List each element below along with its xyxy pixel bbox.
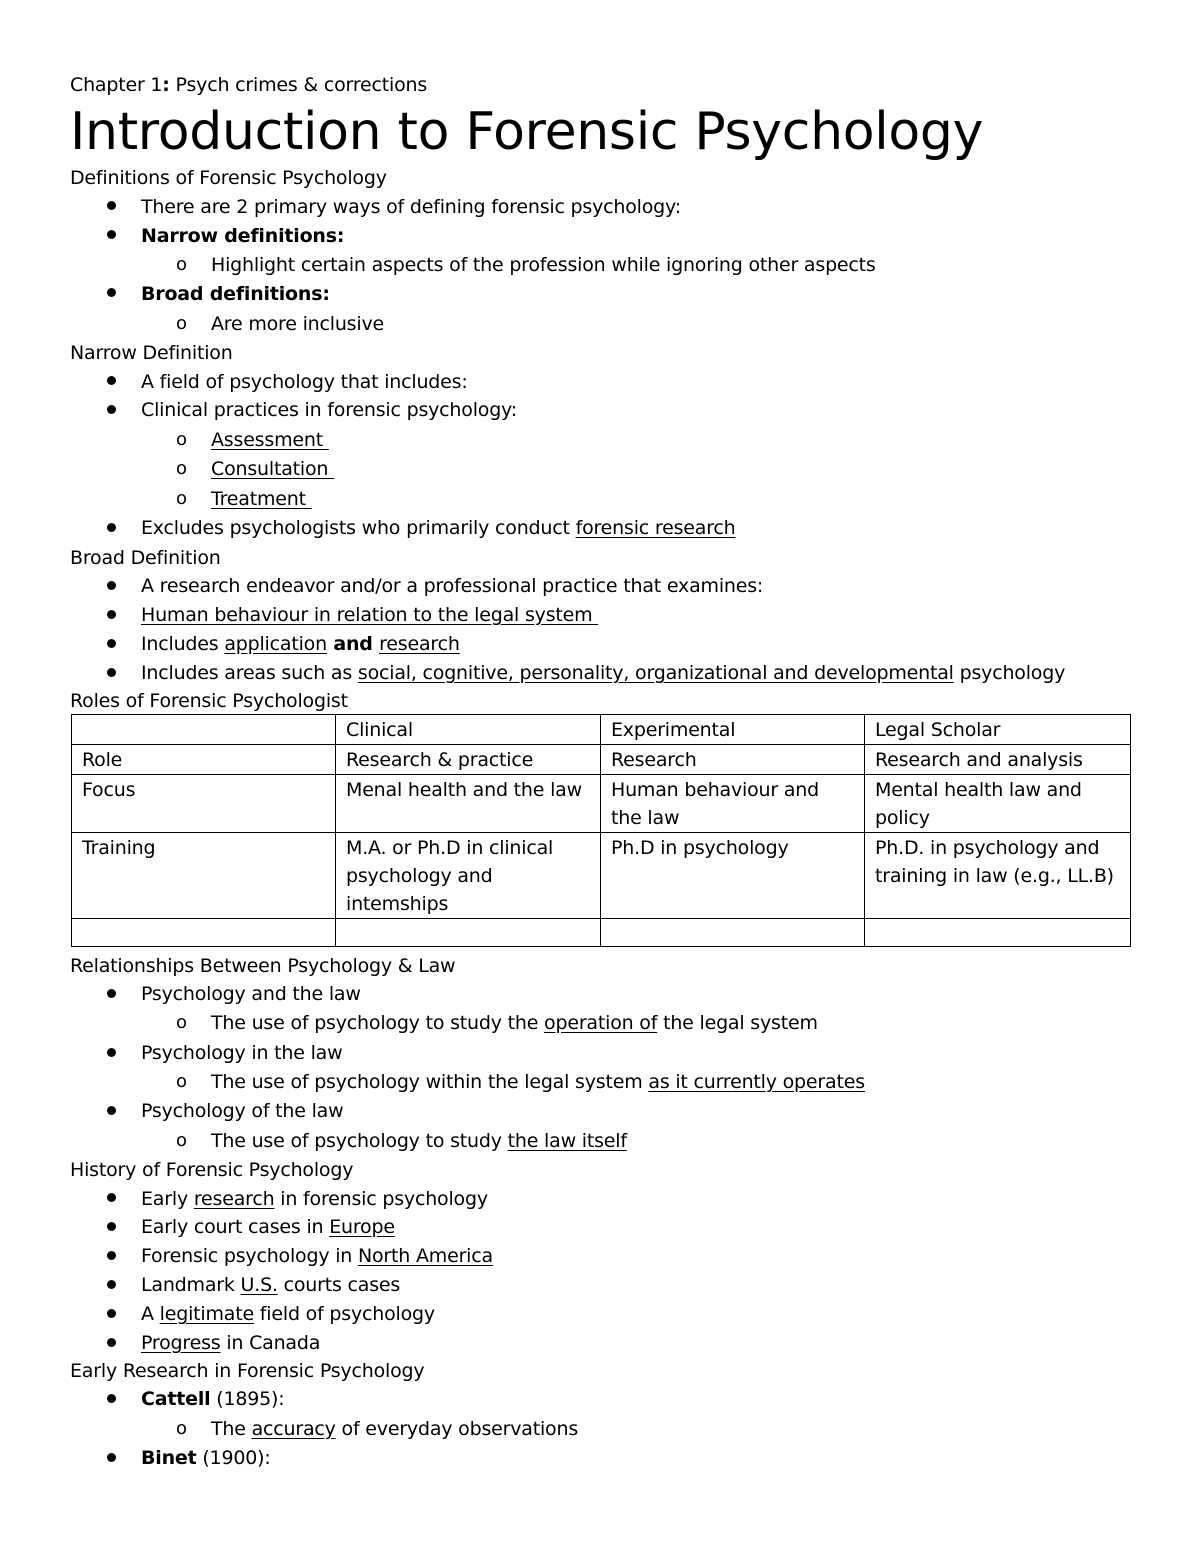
- bullet-icon: [107, 989, 116, 998]
- section-heading-early-research: Early Research in Forensic Psychology: [70, 1360, 425, 1382]
- list-item: Early court cases in Europe: [141, 1216, 395, 1238]
- table-cell: Focus: [72, 775, 336, 833]
- table-cell: [865, 919, 1131, 947]
- list-item: There are 2 primary ways of defining forensic psychology:: [141, 196, 681, 218]
- table-cell: Clinical: [336, 715, 601, 745]
- table-cell: Ph.D. in psychology and training in law (e.g., LL.B): [865, 833, 1131, 919]
- table-cell: Research: [601, 745, 865, 775]
- bullet-icon: [107, 523, 116, 532]
- sub-list-item: Consultation: [211, 458, 335, 480]
- table-cell: [72, 919, 336, 947]
- bullet-icon: [107, 1453, 116, 1462]
- bullet-icon: [107, 610, 116, 619]
- sub-list-item: Are more inclusive: [211, 313, 384, 335]
- page-title: Introduction to Forensic Psychology: [70, 102, 984, 162]
- list-item: A research endeavor and/or a professional practice that examines:: [141, 575, 764, 597]
- table-cell: [336, 919, 601, 947]
- list-item: Clinical practices in forensic psychology:: [141, 399, 517, 421]
- bullet-icon: [107, 1106, 116, 1115]
- table-cell: Research and analysis: [865, 745, 1131, 775]
- bullet-icon: [107, 1338, 116, 1347]
- list-item: Includes areas such as social, cognitive, personality, organizational and developmental psychology: [141, 662, 1066, 684]
- table-cell: Training: [72, 833, 336, 919]
- table-row: [72, 919, 1131, 947]
- table-cell: [72, 715, 336, 745]
- sub-list-item: The use of psychology within the legal system as it currently operates: [211, 1071, 865, 1093]
- list-item: A legitimate field of psychology: [141, 1303, 435, 1325]
- section-heading-history: History of Forensic Psychology: [70, 1159, 354, 1181]
- bullet-icon: [107, 376, 116, 385]
- bullet-icon: [107, 1394, 116, 1403]
- section-heading-narrow: Narrow Definition: [70, 342, 233, 364]
- section-heading-relationships: Relationships Between Psychology & Law: [70, 955, 456, 977]
- bullet-icon: [107, 581, 116, 590]
- circle-bullet-icon: o: [176, 313, 188, 334]
- table-cell: M.A. or Ph.D in clinical psychology and intemships: [336, 833, 601, 919]
- list-item: Broad definitions:: [141, 283, 330, 305]
- circle-bullet-icon: o: [176, 1071, 188, 1092]
- bullet-icon: [107, 288, 116, 297]
- bullet-icon: [107, 639, 116, 648]
- table-cell: [601, 919, 865, 947]
- circle-bullet-icon: o: [176, 1130, 188, 1151]
- circle-bullet-icon: o: [176, 488, 188, 509]
- list-item: Progress in Canada: [141, 1332, 321, 1354]
- list-item: Human behaviour in relation to the legal system: [141, 604, 599, 626]
- sub-list-item: The accuracy of everyday observations: [211, 1418, 579, 1440]
- bullet-icon: [107, 1222, 116, 1231]
- bullet-icon: [107, 230, 116, 239]
- table-cell: Human behaviour and the law: [601, 775, 865, 833]
- bullet-icon: [107, 668, 116, 677]
- sub-list-item: The use of psychology to study the law itself: [211, 1130, 627, 1152]
- list-item: Narrow definitions:: [141, 225, 345, 247]
- bullet-icon: [107, 1193, 116, 1202]
- table-cell: Menal health and the law: [336, 775, 601, 833]
- roles-table: [71, 714, 1131, 947]
- table-row: [72, 833, 1131, 919]
- table-row: [72, 745, 1131, 775]
- bullet-icon: [107, 1280, 116, 1289]
- chapter-label: Chapter 1: Psych crimes & corrections: [70, 74, 428, 96]
- circle-bullet-icon: o: [176, 429, 188, 450]
- list-item: Psychology in the law: [141, 1042, 343, 1064]
- bullet-icon: [107, 201, 116, 210]
- sub-list-item: Assessment: [211, 429, 329, 451]
- section-heading-roles: Roles of Forensic Psychologist: [70, 690, 348, 712]
- table-header-row: [72, 715, 1131, 745]
- bullet-icon: [107, 1309, 116, 1318]
- table-cell: Ph.D in psychology: [601, 833, 865, 919]
- bullet-icon: [107, 405, 116, 414]
- sub-list-item: The use of psychology to study the operation of the legal system: [211, 1012, 818, 1034]
- circle-bullet-icon: o: [176, 254, 188, 275]
- list-item: Landmark U.S. courts cases: [141, 1274, 401, 1296]
- table-cell: Research & practice: [336, 745, 601, 775]
- bullet-icon: [107, 1048, 116, 1057]
- table-cell: Legal Scholar: [865, 715, 1131, 745]
- table-cell: Experimental: [601, 715, 865, 745]
- list-item: Psychology of the law: [141, 1100, 344, 1122]
- sub-list-item: Treatment: [211, 488, 312, 510]
- list-item: Excludes psychologists who primarily conduct forensic research: [141, 517, 736, 539]
- section-heading-broad: Broad Definition: [70, 547, 221, 569]
- circle-bullet-icon: o: [176, 1012, 188, 1033]
- sub-list-item: Highlight certain aspects of the profession while ignoring other aspects: [211, 254, 876, 276]
- section-heading-definitions: Definitions of Forensic Psychology: [70, 167, 387, 189]
- table-cell: Role: [72, 745, 336, 775]
- table-row: [72, 775, 1131, 833]
- list-item: Binet (1900):: [141, 1447, 271, 1469]
- list-item: Early research in forensic psychology: [141, 1188, 488, 1210]
- list-item: A field of psychology that includes:: [141, 371, 468, 393]
- list-item: Includes application and research: [141, 633, 460, 655]
- list-item: Psychology and the law: [141, 983, 361, 1005]
- list-item: Forensic psychology in North America: [141, 1245, 493, 1267]
- circle-bullet-icon: o: [176, 1418, 188, 1439]
- bullet-icon: [107, 1251, 116, 1260]
- list-item: Cattell (1895):: [141, 1388, 285, 1410]
- circle-bullet-icon: o: [176, 458, 188, 479]
- table-cell: Mental health law and policy: [865, 775, 1131, 833]
